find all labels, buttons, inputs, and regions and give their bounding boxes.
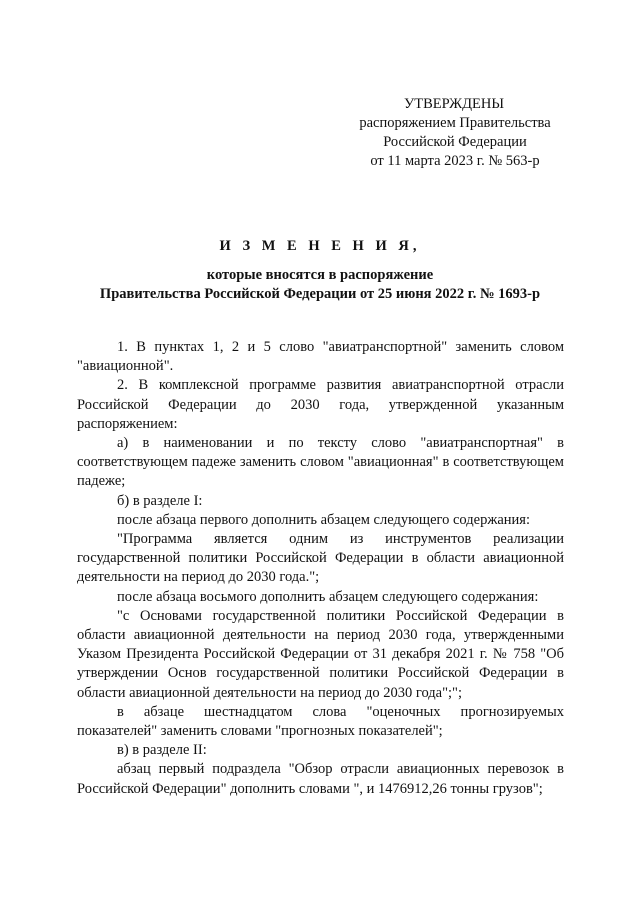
document-body [77, 338, 564, 799]
document-title: И З М Е Н Е Н И Я, [219, 238, 421, 254]
paragraph-6: "Программа является одним из инструментов реализации государственной политики Российской Федерации в области авиационной деятельности на период до 2030 года."; [77, 531, 564, 586]
paragraph-2: 2. В комплексной программе развития авиатранспортной отрасли Российской Федерации до 2030 года, утвержденной указанным распоряжением: [77, 377, 564, 432]
paragraph-11: абзац первый подраздела "Обзор отрасли авиационных перевозок в Российской Федерации" дополнить словами ", и 1476912,26 тонны грузов"; [77, 761, 564, 797]
paragraph-10: в) в разделе II: [117, 742, 207, 759]
paragraph-7: после абзаца восьмого дополнить абзацем следующего содержания: [117, 588, 539, 605]
paragraph-4: б) в разделе I: [117, 492, 203, 509]
approval-heading: УТВЕРЖДЕНЫ [403, 96, 505, 112]
approval-block [330, 95, 580, 171]
subtitle-line-1: которые вносятся в распоряжение [206, 267, 434, 283]
document-subtitle [40, 266, 600, 304]
approval-line-3: от 11 марта 2023 г. № 563-р [370, 153, 540, 169]
approval-line-1: распоряжением Правительства [359, 115, 551, 131]
paragraph-5: после абзаца первого дополнить абзацем следующего содержания: [117, 511, 530, 528]
paragraph-9: в абзаце шестнадцатом слова "оценочных прогнозируемых показателей" заменить словами "прогнозных показателей"; [77, 703, 564, 740]
paragraph-3: а) в наименовании и по тексту слово "авиатранспортная" в соответствующем падеже заменить словом "авиационная" в соответствующем падеже; [77, 435, 564, 490]
subtitle-line-2: Правительства Российской Федерации от 25 июня 2022 г. № 1693-р [99, 286, 541, 302]
paragraph-1: 1. В пунктах 1, 2 и 5 слово "авиатранспортной" заменить словом "авиационной". [77, 339, 564, 375]
paragraph-8: "с Основами государственной политики Российской Федерации в области авиационной деятельности на период 2030 года, утвержденными Указом Президента Российской Федерации от 31 декабря 2021 г. № 758 "Об утверждении Основ государственной политики Российской Федерации в области авиационной деятельности на период до 2030 года";"; [77, 607, 564, 701]
approval-line-2: Российской Федерации [383, 134, 527, 150]
